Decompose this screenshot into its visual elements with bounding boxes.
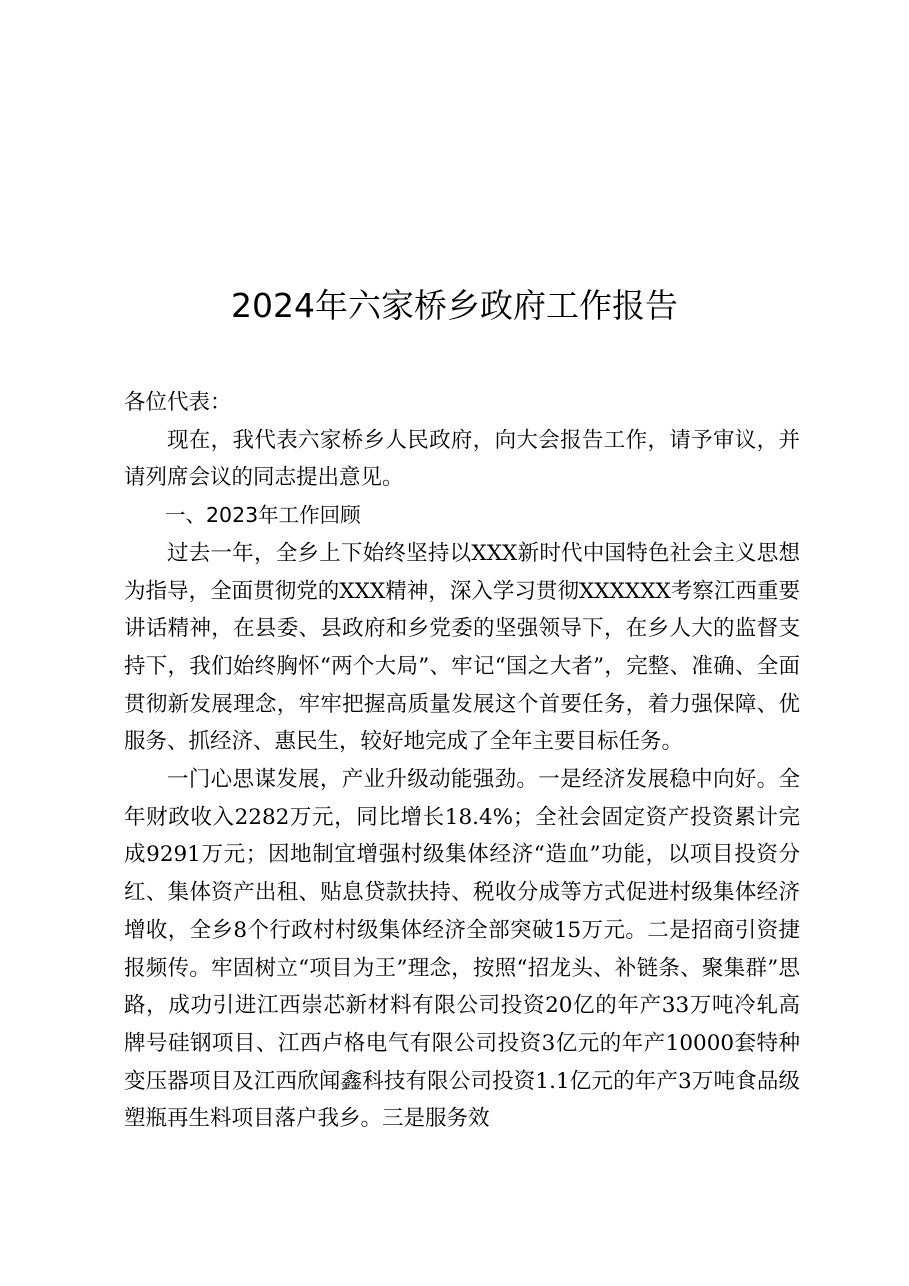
section-heading: 一、2023年工作回顾 (165, 503, 361, 528)
salutation: 各位代表： (124, 390, 232, 415)
document-title: 2024年六家桥乡政府工作报告 (231, 286, 678, 326)
review-paragraph: 过去一年，全乡上下始终坚持以XXX新时代中国特色社会主义思想为指导，全面贯彻党的XXX精神，深入学习贯彻XXXXXX考察江西重要讲话精神，在县委、县政府和乡党委的坚强领导下，在乡人大的监督支持下，我们始终胸怀“两个大局”、牢记“国之大者”，完整、准确、全面贯彻新发展理念，牢牢把握高质量发展这个首要任务，着力强保障、优服务、抓经济、惠民生，较好地完成了全年主要目标任务。 (124, 540, 800, 755)
intro-paragraph: 现在，我代表六家桥乡人民政府，向大会报告工作，请予审议，并请列席会议的同志提出意见。 (124, 427, 800, 491)
document-body (124, 384, 800, 1138)
development-paragraph: 一门心思谋发展，产业升级动能强劲。一是经济发展稳中向好。全年财政收入2282万元，同比增长18.4%；全社会固定资产投资累计完成9291万元；因地制宜增强村级集体经济“造血”功能，以项目投资分红、集体资产出租、贴息贷款扶持、税收分成等方式促进村级集体经济增收，全乡8个行政村村级集体经济全部突破15万元。二是招商引资捷报频传。牢固树立“项目为王”理念，按照“招龙头、补链条、聚集群”思路，成功引进江西崇芯新材料有限公司投资20亿的年产33万吨冷轧高牌号硅钢项目、江西卢格电气有限公司投资3亿元的年产10000套特种变压器项目及江西欣闻鑫科技有限公司投资1.1亿元的年产3万吨食品级塑瓶再生料项目落户我乡。三是服务效 (124, 767, 800, 1132)
